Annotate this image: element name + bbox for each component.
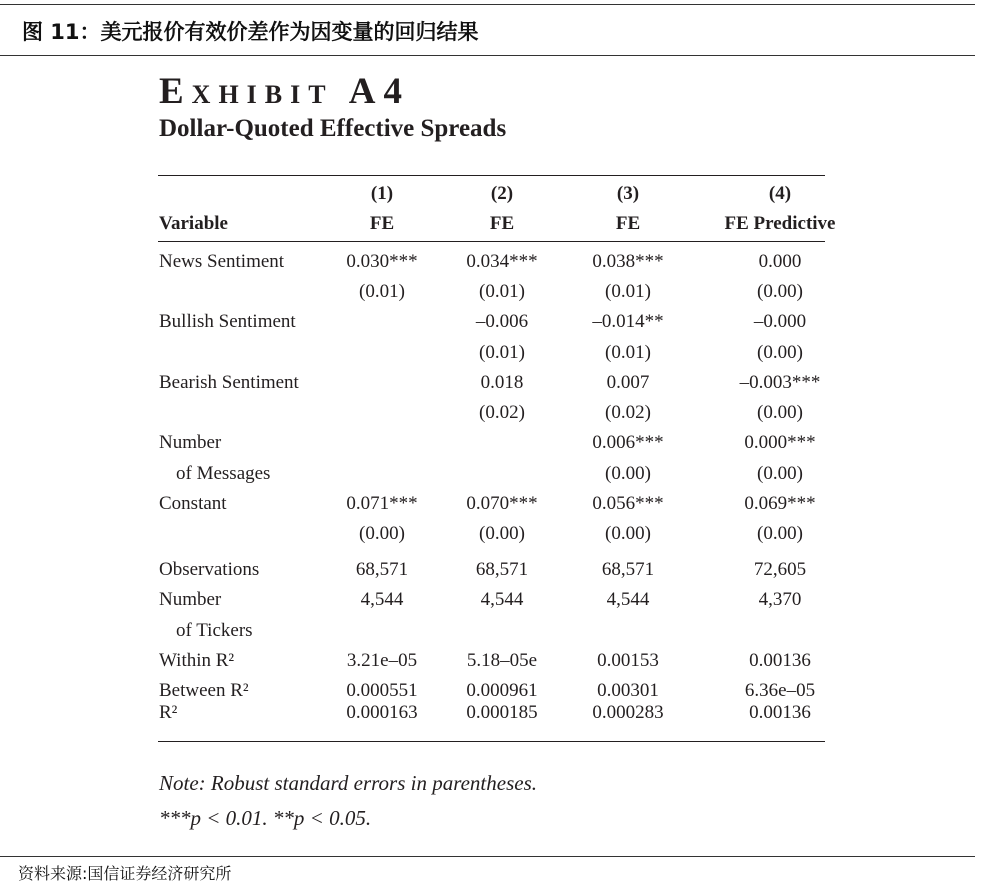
- column-number-2: (2): [490, 183, 514, 204]
- table-cell: 0.056***: [592, 493, 664, 514]
- table-cell: (0.01): [479, 342, 525, 363]
- table-cell: (0.00): [605, 463, 651, 484]
- table-cell: 5.18–05e: [466, 650, 538, 671]
- table-cell: 0.00136: [749, 650, 811, 671]
- variable-header: Variable: [159, 213, 228, 234]
- significance-note: ***p < 0.01. **p < 0.05.: [159, 806, 372, 830]
- column-model-3: FE: [615, 213, 641, 234]
- table-cell: 3.21e–05: [346, 650, 418, 671]
- table-cell: 0.034***: [466, 251, 538, 272]
- row-label: Bearish Sentiment: [159, 372, 299, 393]
- figure-header: [0, 4, 975, 56]
- table-cell: 6.36e–05: [744, 680, 816, 701]
- table-cell: 68,571: [355, 559, 409, 580]
- table-cell: 0.007: [606, 372, 650, 393]
- table-cell: 0.00136: [749, 702, 811, 723]
- table-cell: (0.01): [605, 342, 651, 363]
- table-cell: 68,571: [601, 559, 655, 580]
- table-cell: (0.00): [757, 402, 803, 423]
- row-label: Number: [159, 589, 222, 610]
- footer-rule: [0, 856, 975, 857]
- header-rule: [158, 241, 825, 242]
- column-model-1: FE: [369, 213, 395, 234]
- table-cell: (0.02): [479, 402, 525, 423]
- table-cell: 0.070***: [466, 493, 538, 514]
- table-cell: 0.030***: [346, 251, 418, 272]
- table-cell: 0.00153: [597, 650, 659, 671]
- table-cell: (0.00): [757, 463, 803, 484]
- table-cell: 0.000961: [466, 680, 538, 701]
- table-cell: (0.00): [757, 523, 803, 544]
- table-cell: 0.038***: [592, 251, 664, 272]
- table-cell: 4,544: [480, 589, 524, 610]
- row-label: News Sentiment: [159, 251, 285, 272]
- column-number-1: (1): [370, 183, 394, 204]
- table-cell: 0.000551: [346, 680, 418, 701]
- table-cell: 0.000***: [744, 432, 816, 453]
- row-label: Observations: [159, 559, 260, 580]
- table-cell: 4,544: [606, 589, 650, 610]
- source-note: 资料来源:国信证券经济研究所: [18, 864, 232, 883]
- table-cell: (0.02): [605, 402, 651, 423]
- table-cell: 72,605: [753, 559, 807, 580]
- figure-title: 图 11：美元报价有效价差作为因变量的回归结果: [22, 20, 479, 44]
- table-cell: 4,370: [758, 589, 802, 610]
- table-cell: 0.071***: [346, 493, 418, 514]
- table-cell: –0.000: [753, 311, 807, 332]
- table-cell: (0.01): [605, 281, 651, 302]
- table-cell: –0.014**: [592, 311, 664, 332]
- row-label: Between R²: [159, 680, 249, 701]
- table-cell: 0.000185: [466, 702, 538, 723]
- row-label: R²: [159, 702, 178, 723]
- row-label: of Messages: [176, 463, 271, 484]
- row-label: Number: [159, 432, 222, 453]
- table-cell: (0.00): [359, 523, 405, 544]
- exhibit-label: Exhibit A4: [159, 71, 411, 112]
- table-cell: 0.000283: [592, 702, 664, 723]
- column-model-4: FE Predictive: [724, 213, 836, 234]
- column-number-3: (3): [616, 183, 640, 204]
- table-cell: 0.000: [758, 251, 802, 272]
- column-model-2: FE: [489, 213, 515, 234]
- row-label: Constant: [159, 493, 227, 514]
- exhibit-subtitle: Dollar-Quoted Effective Spreads: [159, 115, 507, 142]
- row-label: Bullish Sentiment: [159, 311, 296, 332]
- column-number-4: (4): [768, 183, 792, 204]
- table-cell: 68,571: [475, 559, 529, 580]
- table-cell: –0.006: [475, 311, 529, 332]
- table-cell: (0.00): [605, 523, 651, 544]
- table-cell: 0.000163: [346, 702, 418, 723]
- table-cell: (0.00): [757, 281, 803, 302]
- table-cell: 0.018: [480, 372, 524, 393]
- table-cell: (0.00): [479, 523, 525, 544]
- regression-table: [158, 175, 836, 742]
- table-cell: 0.069***: [744, 493, 816, 514]
- table-cell: 4,544: [360, 589, 404, 610]
- table-cell: 0.006***: [592, 432, 664, 453]
- table-cell: (0.01): [479, 281, 525, 302]
- table-cell: –0.003***: [739, 372, 821, 393]
- row-label: Within R²: [159, 650, 235, 671]
- table-cell: (0.01): [359, 281, 405, 302]
- note-text: Note: Robust standard errors in parentheses.: [159, 771, 537, 795]
- row-label: of Tickers: [176, 620, 253, 641]
- table-cell: 0.00301: [597, 680, 659, 701]
- table-cell: (0.00): [757, 342, 803, 363]
